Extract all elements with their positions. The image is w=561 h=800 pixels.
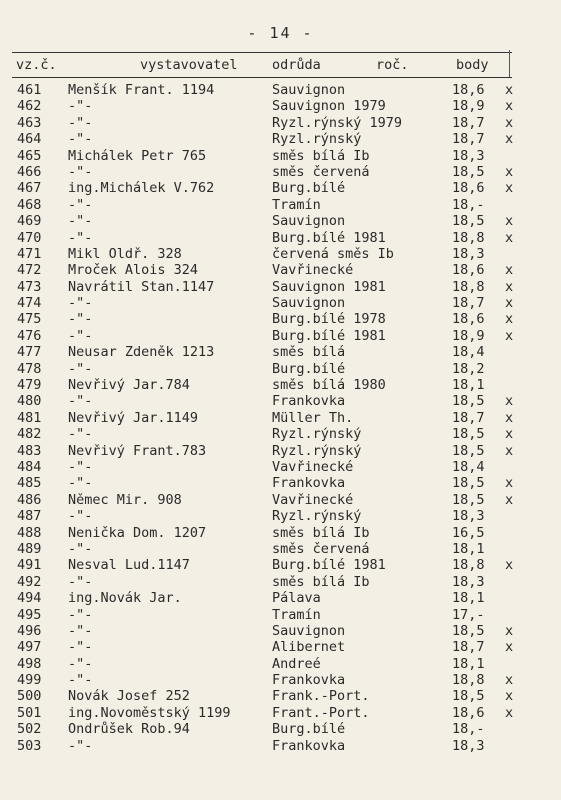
- table-row: [0, 213, 561, 229]
- entry-variety: Burg.bílé 1981: [272, 557, 386, 574]
- entry-variety: Ryzl.rýnský: [272, 442, 362, 459]
- table-row: [0, 541, 561, 557]
- entry-points: 18,7: [452, 639, 485, 656]
- entry-variety: směs bílá: [272, 344, 346, 361]
- entry-points: 18,-: [452, 721, 485, 738]
- entry-variety: směs bílá Ib: [272, 524, 370, 541]
- table-row: [0, 115, 561, 131]
- entry-number: 500: [17, 688, 42, 705]
- entry-variety: Burg.bílé: [272, 360, 346, 377]
- entry-number: 466: [17, 163, 42, 180]
- entry-exhibitor: Nevřivý Jar.1149: [68, 409, 199, 426]
- table-row: [0, 688, 561, 704]
- entry-mark: x: [505, 393, 514, 410]
- table-row: [0, 230, 561, 246]
- entry-number: 480: [17, 393, 42, 410]
- entry-exhibitor: -"-: [68, 606, 93, 623]
- entry-points: 18,9: [452, 327, 485, 344]
- entry-exhibitor: Němec Mir. 908: [68, 491, 182, 508]
- entry-mark: x: [505, 475, 514, 492]
- entry-number: 474: [17, 295, 42, 312]
- entry-exhibitor: Nevřivý Frant.783: [68, 442, 207, 459]
- entry-variety: Burg.bílé: [272, 721, 346, 738]
- entry-exhibitor: -"-: [68, 295, 93, 312]
- table-row: [0, 475, 561, 491]
- entry-number: 502: [17, 721, 42, 738]
- entry-variety: směs bílá 1980: [272, 377, 386, 394]
- entry-points: 18,5: [452, 442, 485, 459]
- table-row: [0, 623, 561, 639]
- entry-exhibitor: Michálek Petr 765: [68, 147, 207, 164]
- table-row: [0, 361, 561, 377]
- entry-exhibitor: -"-: [68, 639, 93, 656]
- entry-variety: směs červená: [272, 163, 370, 180]
- entry-variety: červená směs Ib: [272, 245, 394, 262]
- entry-number: 484: [17, 458, 42, 475]
- table-row: [0, 344, 561, 360]
- entry-points: 18,7: [452, 131, 485, 148]
- entry-mark: x: [505, 98, 514, 115]
- entry-exhibitor: -"-: [68, 508, 93, 525]
- entry-mark: x: [505, 442, 514, 459]
- entry-number: 492: [17, 573, 42, 590]
- entry-variety: Sauvignon: [272, 295, 346, 312]
- table-row: [0, 672, 561, 688]
- entry-exhibitor: -"-: [68, 737, 93, 754]
- header-points: body: [456, 57, 489, 73]
- entry-points: 18,5: [452, 688, 485, 705]
- entry-points: 18,8: [452, 672, 485, 689]
- entry-variety: Ryzl.rýnský 1979: [272, 114, 403, 131]
- entry-number: 499: [17, 672, 42, 689]
- table-row: [0, 508, 561, 524]
- entry-mark: x: [505, 229, 514, 246]
- entry-number: 468: [17, 196, 42, 213]
- entry-points: 18,-: [452, 196, 485, 213]
- table-row: [0, 656, 561, 672]
- entry-exhibitor: -"-: [68, 655, 93, 672]
- entry-number: 461: [17, 82, 42, 98]
- entry-variety: Burg.bílé: [272, 180, 346, 197]
- table-row: [0, 607, 561, 623]
- entry-mark: x: [505, 672, 514, 689]
- entry-number: 478: [17, 360, 42, 377]
- entry-exhibitor: Nesval Lud.1147: [68, 557, 190, 574]
- entry-number: 488: [17, 524, 42, 541]
- entry-mark: x: [505, 82, 514, 98]
- entry-points: 18,3: [452, 737, 485, 754]
- entry-number: 486: [17, 491, 42, 508]
- entry-number: 476: [17, 327, 42, 344]
- entry-variety: Sauvignon 1979: [272, 98, 386, 115]
- table-row: [0, 131, 561, 147]
- entry-variety: Müller Th.: [272, 409, 354, 426]
- entry-mark: x: [505, 295, 514, 312]
- table-row: [0, 525, 561, 541]
- entry-variety: Burg.bílé 1981: [272, 327, 386, 344]
- entry-variety: Pálava: [272, 590, 321, 607]
- entry-variety: Alibernet: [272, 639, 346, 656]
- entry-points: 18,1: [452, 590, 485, 607]
- entry-number: 479: [17, 377, 42, 394]
- table-row: [0, 426, 561, 442]
- entry-points: 18,4: [452, 344, 485, 361]
- entry-number: 467: [17, 180, 42, 197]
- entry-points: 18,6: [452, 82, 485, 98]
- entry-points: 18,5: [452, 475, 485, 492]
- entry-exhibitor: -"-: [68, 458, 93, 475]
- header-number: vz.č.: [16, 57, 57, 73]
- entry-exhibitor: -"-: [68, 327, 93, 344]
- table-row: [0, 180, 561, 196]
- entry-variety: Andreé: [272, 655, 321, 672]
- entry-variety: Ryzl.rýnský: [272, 131, 362, 148]
- entry-number: 462: [17, 98, 42, 115]
- table-row: [0, 98, 561, 114]
- entry-number: 494: [17, 590, 42, 607]
- entry-number: 464: [17, 131, 42, 148]
- entry-points: 18,3: [452, 147, 485, 164]
- header-top-rule: [12, 52, 512, 53]
- entry-exhibitor: Nenička Dom. 1207: [68, 524, 207, 541]
- entry-mark: x: [505, 180, 514, 197]
- entry-exhibitor: -"-: [68, 672, 93, 689]
- entry-variety: Ryzl.rýnský: [272, 508, 362, 525]
- entry-points: 18,6: [452, 311, 485, 328]
- entry-mark: x: [505, 622, 514, 639]
- entry-number: 470: [17, 229, 42, 246]
- table-row: [0, 705, 561, 721]
- entry-points: 18,7: [452, 409, 485, 426]
- table-row: [0, 443, 561, 459]
- entry-points: 18,7: [452, 295, 485, 312]
- entry-variety: Tramín: [272, 606, 321, 623]
- entry-points: 18,5: [452, 426, 485, 443]
- entry-exhibitor: -"-: [68, 98, 93, 115]
- entry-number: 475: [17, 311, 42, 328]
- entry-mark: x: [505, 278, 514, 295]
- entry-number: 498: [17, 655, 42, 672]
- entry-exhibitor: Nevřivý Jar.784: [68, 377, 190, 394]
- table-row: [0, 492, 561, 508]
- entry-exhibitor: -"-: [68, 475, 93, 492]
- entry-number: 471: [17, 245, 42, 262]
- entry-number: 469: [17, 213, 42, 230]
- entry-mark: x: [505, 491, 514, 508]
- header-variety: odrůda: [272, 57, 321, 73]
- entry-variety: Frankovka: [272, 672, 346, 689]
- entry-exhibitor: -"-: [68, 311, 93, 328]
- entry-exhibitor: Ondrůšek Rob.94: [68, 721, 190, 738]
- entry-points: 18,4: [452, 458, 485, 475]
- table-row: [0, 574, 561, 590]
- entry-exhibitor: Novák Josef 252: [68, 688, 190, 705]
- table-row: [0, 311, 561, 327]
- table-row: [0, 721, 561, 737]
- table-row: [0, 557, 561, 573]
- table-row: [0, 295, 561, 311]
- entry-exhibitor: -"-: [68, 622, 93, 639]
- entry-points: 18,8: [452, 229, 485, 246]
- entry-points: 18,6: [452, 704, 485, 721]
- entry-points: 18,5: [452, 163, 485, 180]
- entry-number: 463: [17, 114, 42, 131]
- entry-number: 477: [17, 344, 42, 361]
- entry-number: 487: [17, 508, 42, 525]
- entry-mark: x: [505, 639, 514, 656]
- table-row: [0, 639, 561, 655]
- entry-points: 18,7: [452, 114, 485, 131]
- entry-points: 18,3: [452, 245, 485, 262]
- entry-mark: x: [505, 213, 514, 230]
- entry-variety: Burg.bílé 1978: [272, 311, 386, 328]
- entry-variety: Frant.-Port.: [272, 704, 370, 721]
- entry-points: 18,1: [452, 655, 485, 672]
- entry-number: 472: [17, 262, 42, 279]
- table-row: [0, 197, 561, 213]
- entry-exhibitor: Mikl Oldř. 328: [68, 245, 182, 262]
- entry-points: 18,6: [452, 262, 485, 279]
- entry-mark: x: [505, 114, 514, 131]
- entry-exhibitor: -"-: [68, 196, 93, 213]
- table-row: [0, 377, 561, 393]
- entry-number: 495: [17, 606, 42, 623]
- entry-exhibitor: Menšík Frant. 1194: [68, 82, 215, 98]
- entry-variety: Burg.bílé 1981: [272, 229, 386, 246]
- header-exhibitor: vystavovatel: [140, 57, 238, 73]
- entry-points: 18,5: [452, 622, 485, 639]
- entry-variety: směs bílá Ib: [272, 573, 370, 590]
- entry-mark: x: [505, 426, 514, 443]
- entry-number: 483: [17, 442, 42, 459]
- entry-variety: Ryzl.rýnský: [272, 426, 362, 443]
- entry-points: 18,8: [452, 278, 485, 295]
- entry-exhibitor: ing.Michálek V.762: [68, 180, 215, 197]
- entry-points: 18,1: [452, 540, 485, 557]
- entry-number: 496: [17, 622, 42, 639]
- table-row: [0, 328, 561, 344]
- table-row: [0, 279, 561, 295]
- entry-mark: x: [505, 704, 514, 721]
- entry-exhibitor: -"-: [68, 131, 93, 148]
- entry-points: 18,6: [452, 180, 485, 197]
- entry-variety: směs bílá Ib: [272, 147, 370, 164]
- entry-number: 501: [17, 704, 42, 721]
- entry-variety: Sauvignon: [272, 213, 346, 230]
- entry-number: 503: [17, 737, 42, 754]
- table-row: [0, 738, 561, 754]
- entry-variety: Vavřinecké: [272, 491, 354, 508]
- table-header: [0, 57, 561, 77]
- entry-points: 17,-: [452, 606, 485, 623]
- entry-number: 497: [17, 639, 42, 656]
- entry-variety: Frankovka: [272, 475, 346, 492]
- entry-points: 18,3: [452, 573, 485, 590]
- entry-variety: Tramín: [272, 196, 321, 213]
- entry-exhibitor: -"-: [68, 163, 93, 180]
- entry-mark: x: [505, 131, 514, 148]
- entry-variety: Sauvignon: [272, 622, 346, 639]
- entry-points: 16,5: [452, 524, 485, 541]
- entry-exhibitor: -"-: [68, 540, 93, 557]
- header-year: roč.: [376, 57, 409, 73]
- entry-number: 481: [17, 409, 42, 426]
- table-row: [0, 590, 561, 606]
- entry-number: 473: [17, 278, 42, 295]
- entry-points: 18,2: [452, 360, 485, 377]
- entry-exhibitor: -"-: [68, 213, 93, 230]
- entry-variety: Frankovka: [272, 737, 346, 754]
- entry-mark: x: [505, 557, 514, 574]
- entry-variety: Frankovka: [272, 393, 346, 410]
- entry-points: 18,9: [452, 98, 485, 115]
- entry-number: 482: [17, 426, 42, 443]
- entry-variety: Vavřinecké: [272, 262, 354, 279]
- table-row: [0, 393, 561, 409]
- table-row: [0, 262, 561, 278]
- entry-mark: x: [505, 409, 514, 426]
- entry-exhibitor: -"-: [68, 426, 93, 443]
- table-row: [0, 148, 561, 164]
- entry-exhibitor: Mroček Alois 324: [68, 262, 199, 279]
- table-row: [0, 410, 561, 426]
- entry-variety: směs červená: [272, 540, 370, 557]
- entry-exhibitor: -"-: [68, 229, 93, 246]
- entry-mark: x: [505, 327, 514, 344]
- entry-exhibitor: Neusar Zdeněk 1213: [68, 344, 215, 361]
- entry-number: 485: [17, 475, 42, 492]
- entry-variety: Vavřinecké: [272, 458, 354, 475]
- entry-number: 465: [17, 147, 42, 164]
- entry-variety: Sauvignon 1981: [272, 278, 386, 295]
- entries-table: [0, 82, 561, 754]
- entry-points: 18,1: [452, 377, 485, 394]
- entry-mark: x: [505, 688, 514, 705]
- table-row: [0, 459, 561, 475]
- table-row: [0, 82, 561, 98]
- entry-points: 18,5: [452, 213, 485, 230]
- entry-exhibitor: -"-: [68, 114, 93, 131]
- entry-mark: x: [505, 262, 514, 279]
- entry-mark: x: [505, 163, 514, 180]
- entry-exhibitor: -"-: [68, 573, 93, 590]
- entry-exhibitor: -"-: [68, 393, 93, 410]
- entry-number: 491: [17, 557, 42, 574]
- table-row: [0, 246, 561, 262]
- page-number: - 14 -: [247, 24, 314, 42]
- entry-variety: Sauvignon: [272, 82, 346, 98]
- entry-points: 18,5: [452, 393, 485, 410]
- entry-points: 18,3: [452, 508, 485, 525]
- entry-exhibitor: ing.Novoměstský 1199: [68, 704, 231, 721]
- table-row: [0, 164, 561, 180]
- entry-number: 489: [17, 540, 42, 557]
- entry-mark: x: [505, 311, 514, 328]
- entry-variety: Frank.-Port.: [272, 688, 370, 705]
- entry-points: 18,8: [452, 557, 485, 574]
- header-bottom-rule: [12, 77, 512, 78]
- entry-points: 18,5: [452, 491, 485, 508]
- entry-exhibitor: ing.Novák Jar.: [68, 590, 182, 607]
- entry-exhibitor: Navrátil Stan.1147: [68, 278, 215, 295]
- entry-exhibitor: -"-: [68, 360, 93, 377]
